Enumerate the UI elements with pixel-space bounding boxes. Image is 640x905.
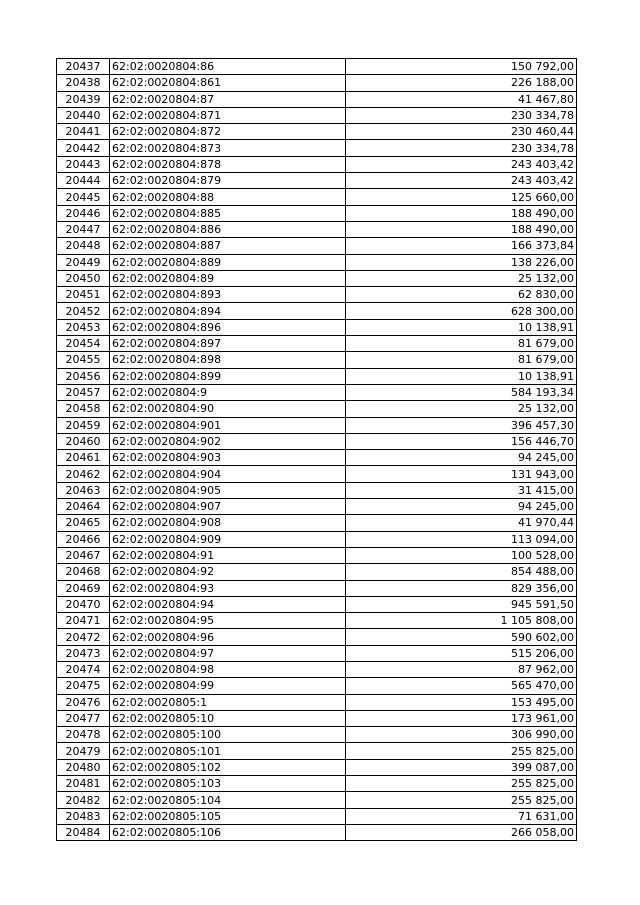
cadastral-number-cell: 62:02:0020804:88 bbox=[110, 189, 346, 205]
cadastral-value-cell: 71 631,00 bbox=[346, 808, 577, 824]
table-row bbox=[57, 124, 577, 140]
row-number-cell: 20480 bbox=[57, 759, 110, 775]
cadastral-number-cell: 62:02:0020804:893 bbox=[110, 287, 346, 303]
table-row bbox=[57, 531, 577, 547]
cadastral-value-cell: 230 460,44 bbox=[346, 124, 577, 140]
row-number-cell: 20454 bbox=[57, 336, 110, 352]
row-number-cell: 20455 bbox=[57, 352, 110, 368]
cadastral-number-cell: 62:02:0020804:98 bbox=[110, 661, 346, 677]
cadastral-number-cell: 62:02:0020804:904 bbox=[110, 466, 346, 482]
row-number-cell: 20456 bbox=[57, 368, 110, 384]
cadastral-value-cell: 188 490,00 bbox=[346, 221, 577, 237]
table-row bbox=[57, 140, 577, 156]
cadastral-value-cell: 10 138,91 bbox=[346, 319, 577, 335]
row-number-cell: 20441 bbox=[57, 124, 110, 140]
table-row bbox=[57, 629, 577, 645]
row-number-cell: 20472 bbox=[57, 629, 110, 645]
cadastral-value-cell: 829 356,00 bbox=[346, 580, 577, 596]
cadastral-value-cell: 156 446,70 bbox=[346, 433, 577, 449]
cadastral-number-cell: 62:02:0020805:101 bbox=[110, 743, 346, 759]
cadastral-number-cell: 62:02:0020804:903 bbox=[110, 450, 346, 466]
table-row bbox=[57, 515, 577, 531]
cadastral-value-cell: 255 825,00 bbox=[346, 743, 577, 759]
table-body bbox=[57, 59, 577, 841]
table-row bbox=[57, 547, 577, 563]
cadastral-number-cell: 62:02:0020804:872 bbox=[110, 124, 346, 140]
table-row bbox=[57, 336, 577, 352]
row-number-cell: 20439 bbox=[57, 91, 110, 107]
row-number-cell: 20452 bbox=[57, 303, 110, 319]
cadastral-value-cell: 41 970,44 bbox=[346, 515, 577, 531]
row-number-cell: 20470 bbox=[57, 596, 110, 612]
table-row bbox=[57, 352, 577, 368]
row-number-cell: 20438 bbox=[57, 75, 110, 91]
cadastral-number-cell: 62:02:0020804:886 bbox=[110, 221, 346, 237]
cadastral-number-cell: 62:02:0020804:878 bbox=[110, 156, 346, 172]
row-number-cell: 20445 bbox=[57, 189, 110, 205]
cadastral-number-cell: 62:02:0020804:908 bbox=[110, 515, 346, 531]
cadastral-number-cell: 62:02:0020804:871 bbox=[110, 107, 346, 123]
cadastral-value-cell: 173 961,00 bbox=[346, 710, 577, 726]
cadastral-number-cell: 62:02:0020805:106 bbox=[110, 824, 346, 840]
row-number-cell: 20479 bbox=[57, 743, 110, 759]
row-number-cell: 20463 bbox=[57, 482, 110, 498]
cadastral-number-cell: 62:02:0020804:90 bbox=[110, 401, 346, 417]
table-row bbox=[57, 238, 577, 254]
table-row bbox=[57, 450, 577, 466]
row-number-cell: 20469 bbox=[57, 580, 110, 596]
cadastral-number-cell: 62:02:0020804:96 bbox=[110, 629, 346, 645]
cadastral-number-cell: 62:02:0020805:105 bbox=[110, 808, 346, 824]
table-row bbox=[57, 254, 577, 270]
row-number-cell: 20444 bbox=[57, 173, 110, 189]
cadastral-value-cell: 62 830,00 bbox=[346, 287, 577, 303]
cadastral-value-cell: 396 457,30 bbox=[346, 417, 577, 433]
row-number-cell: 20442 bbox=[57, 140, 110, 156]
cadastral-number-cell: 62:02:0020804:9 bbox=[110, 384, 346, 400]
table-row bbox=[57, 564, 577, 580]
cadastral-value-cell: 10 138,91 bbox=[346, 368, 577, 384]
table-row bbox=[57, 75, 577, 91]
table-row bbox=[57, 173, 577, 189]
cadastral-number-cell: 62:02:0020804:879 bbox=[110, 173, 346, 189]
row-number-cell: 20476 bbox=[57, 694, 110, 710]
cadastral-value-table bbox=[56, 58, 577, 841]
cadastral-number-cell: 62:02:0020804:89 bbox=[110, 270, 346, 286]
row-number-cell: 20459 bbox=[57, 417, 110, 433]
cadastral-number-cell: 62:02:0020804:99 bbox=[110, 678, 346, 694]
table-row bbox=[57, 221, 577, 237]
cadastral-number-cell: 62:02:0020804:907 bbox=[110, 499, 346, 515]
cadastral-number-cell: 62:02:0020804:92 bbox=[110, 564, 346, 580]
table-row bbox=[57, 743, 577, 759]
cadastral-value-cell: 226 188,00 bbox=[346, 75, 577, 91]
cadastral-value-cell: 87 962,00 bbox=[346, 661, 577, 677]
row-number-cell: 20446 bbox=[57, 205, 110, 221]
cadastral-number-cell: 62:02:0020804:95 bbox=[110, 613, 346, 629]
cadastral-value-cell: 230 334,78 bbox=[346, 107, 577, 123]
cadastral-number-cell: 62:02:0020804:94 bbox=[110, 596, 346, 612]
cadastral-value-cell: 188 490,00 bbox=[346, 205, 577, 221]
row-number-cell: 20481 bbox=[57, 776, 110, 792]
cadastral-value-cell: 153 495,00 bbox=[346, 694, 577, 710]
table-row bbox=[57, 824, 577, 840]
table-row bbox=[57, 694, 577, 710]
cadastral-value-cell: 125 660,00 bbox=[346, 189, 577, 205]
cadastral-value-cell: 113 094,00 bbox=[346, 531, 577, 547]
cadastral-value-cell: 243 403,42 bbox=[346, 156, 577, 172]
table-row bbox=[57, 417, 577, 433]
cadastral-number-cell: 62:02:0020804:889 bbox=[110, 254, 346, 270]
table-row bbox=[57, 156, 577, 172]
table-row bbox=[57, 205, 577, 221]
cadastral-value-cell: 100 528,00 bbox=[346, 547, 577, 563]
row-number-cell: 20450 bbox=[57, 270, 110, 286]
cadastral-value-cell: 565 470,00 bbox=[346, 678, 577, 694]
row-number-cell: 20482 bbox=[57, 792, 110, 808]
row-number-cell: 20453 bbox=[57, 319, 110, 335]
cadastral-number-cell: 62:02:0020805:1 bbox=[110, 694, 346, 710]
table-row bbox=[57, 189, 577, 205]
row-number-cell: 20464 bbox=[57, 499, 110, 515]
cadastral-value-cell: 854 488,00 bbox=[346, 564, 577, 580]
cadastral-value-cell: 255 825,00 bbox=[346, 776, 577, 792]
cadastral-number-cell: 62:02:0020804:87 bbox=[110, 91, 346, 107]
cadastral-number-cell: 62:02:0020804:885 bbox=[110, 205, 346, 221]
cadastral-number-cell: 62:02:0020804:898 bbox=[110, 352, 346, 368]
table-row bbox=[57, 596, 577, 612]
table-row bbox=[57, 678, 577, 694]
table-row bbox=[57, 59, 577, 75]
table-row bbox=[57, 759, 577, 775]
table-row bbox=[57, 433, 577, 449]
cadastral-value-cell: 31 415,00 bbox=[346, 482, 577, 498]
cadastral-value-cell: 266 058,00 bbox=[346, 824, 577, 840]
row-number-cell: 20447 bbox=[57, 221, 110, 237]
cadastral-number-cell: 62:02:0020804:861 bbox=[110, 75, 346, 91]
table-row bbox=[57, 776, 577, 792]
cadastral-value-cell: 945 591,50 bbox=[346, 596, 577, 612]
row-number-cell: 20465 bbox=[57, 515, 110, 531]
table-row bbox=[57, 303, 577, 319]
cadastral-number-cell: 62:02:0020805:100 bbox=[110, 727, 346, 743]
row-number-cell: 20467 bbox=[57, 547, 110, 563]
cadastral-value-cell: 1 105 808,00 bbox=[346, 613, 577, 629]
cadastral-number-cell: 62:02:0020804:897 bbox=[110, 336, 346, 352]
cadastral-number-cell: 62:02:0020805:104 bbox=[110, 792, 346, 808]
cadastral-value-cell: 131 943,00 bbox=[346, 466, 577, 482]
cadastral-number-cell: 62:02:0020804:909 bbox=[110, 531, 346, 547]
cadastral-value-cell: 94 245,00 bbox=[346, 499, 577, 515]
cadastral-value-cell: 399 087,00 bbox=[346, 759, 577, 775]
table-row bbox=[57, 384, 577, 400]
table-row bbox=[57, 482, 577, 498]
row-number-cell: 20468 bbox=[57, 564, 110, 580]
row-number-cell: 20460 bbox=[57, 433, 110, 449]
table-row bbox=[57, 727, 577, 743]
row-number-cell: 20484 bbox=[57, 824, 110, 840]
row-number-cell: 20475 bbox=[57, 678, 110, 694]
cadastral-value-cell: 81 679,00 bbox=[346, 352, 577, 368]
row-number-cell: 20448 bbox=[57, 238, 110, 254]
cadastral-value-cell: 25 132,00 bbox=[346, 270, 577, 286]
row-number-cell: 20471 bbox=[57, 613, 110, 629]
cadastral-value-cell: 41 467,80 bbox=[346, 91, 577, 107]
table-row bbox=[57, 808, 577, 824]
table-row bbox=[57, 287, 577, 303]
cadastral-number-cell: 62:02:0020804:873 bbox=[110, 140, 346, 156]
row-number-cell: 20477 bbox=[57, 710, 110, 726]
cadastral-value-cell: 138 226,00 bbox=[346, 254, 577, 270]
row-number-cell: 20483 bbox=[57, 808, 110, 824]
row-number-cell: 20440 bbox=[57, 107, 110, 123]
row-number-cell: 20458 bbox=[57, 401, 110, 417]
cadastral-number-cell: 62:02:0020804:901 bbox=[110, 417, 346, 433]
cadastral-number-cell: 62:02:0020804:902 bbox=[110, 433, 346, 449]
table-row bbox=[57, 792, 577, 808]
row-number-cell: 20466 bbox=[57, 531, 110, 547]
cadastral-number-cell: 62:02:0020804:894 bbox=[110, 303, 346, 319]
table-row bbox=[57, 499, 577, 515]
row-number-cell: 20478 bbox=[57, 727, 110, 743]
cadastral-value-cell: 150 792,00 bbox=[346, 59, 577, 75]
table-row bbox=[57, 91, 577, 107]
row-number-cell: 20457 bbox=[57, 384, 110, 400]
cadastral-number-cell: 62:02:0020804:86 bbox=[110, 59, 346, 75]
table-row bbox=[57, 613, 577, 629]
cadastral-value-cell: 230 334,78 bbox=[346, 140, 577, 156]
table-row bbox=[57, 580, 577, 596]
cadastral-value-cell: 166 373,84 bbox=[346, 238, 577, 254]
cadastral-number-cell: 62:02:0020804:899 bbox=[110, 368, 346, 384]
row-number-cell: 20451 bbox=[57, 287, 110, 303]
cadastral-value-cell: 628 300,00 bbox=[346, 303, 577, 319]
cadastral-number-cell: 62:02:0020804:896 bbox=[110, 319, 346, 335]
row-number-cell: 20474 bbox=[57, 661, 110, 677]
cadastral-number-cell: 62:02:0020804:93 bbox=[110, 580, 346, 596]
cadastral-number-cell: 62:02:0020804:91 bbox=[110, 547, 346, 563]
table-row bbox=[57, 319, 577, 335]
cadastral-number-cell: 62:02:0020805:103 bbox=[110, 776, 346, 792]
cadastral-value-cell: 81 679,00 bbox=[346, 336, 577, 352]
cadastral-value-cell: 25 132,00 bbox=[346, 401, 577, 417]
table-row bbox=[57, 107, 577, 123]
table-row bbox=[57, 645, 577, 661]
row-number-cell: 20449 bbox=[57, 254, 110, 270]
cadastral-number-cell: 62:02:0020805:102 bbox=[110, 759, 346, 775]
row-number-cell: 20473 bbox=[57, 645, 110, 661]
cadastral-value-cell: 255 825,00 bbox=[346, 792, 577, 808]
row-number-cell: 20437 bbox=[57, 59, 110, 75]
cadastral-number-cell: 62:02:0020804:97 bbox=[110, 645, 346, 661]
cadastral-value-cell: 243 403,42 bbox=[346, 173, 577, 189]
cadastral-value-cell: 515 206,00 bbox=[346, 645, 577, 661]
table-row bbox=[57, 661, 577, 677]
table-row bbox=[57, 710, 577, 726]
cadastral-number-cell: 62:02:0020805:10 bbox=[110, 710, 346, 726]
table-row bbox=[57, 401, 577, 417]
cadastral-value-cell: 306 990,00 bbox=[346, 727, 577, 743]
row-number-cell: 20461 bbox=[57, 450, 110, 466]
cadastral-value-cell: 590 602,00 bbox=[346, 629, 577, 645]
table-row bbox=[57, 466, 577, 482]
row-number-cell: 20462 bbox=[57, 466, 110, 482]
table-row bbox=[57, 270, 577, 286]
cadastral-value-cell: 584 193,34 bbox=[346, 384, 577, 400]
row-number-cell: 20443 bbox=[57, 156, 110, 172]
table-row bbox=[57, 368, 577, 384]
cadastral-number-cell: 62:02:0020804:887 bbox=[110, 238, 346, 254]
cadastral-number-cell: 62:02:0020804:905 bbox=[110, 482, 346, 498]
cadastral-value-cell: 94 245,00 bbox=[346, 450, 577, 466]
